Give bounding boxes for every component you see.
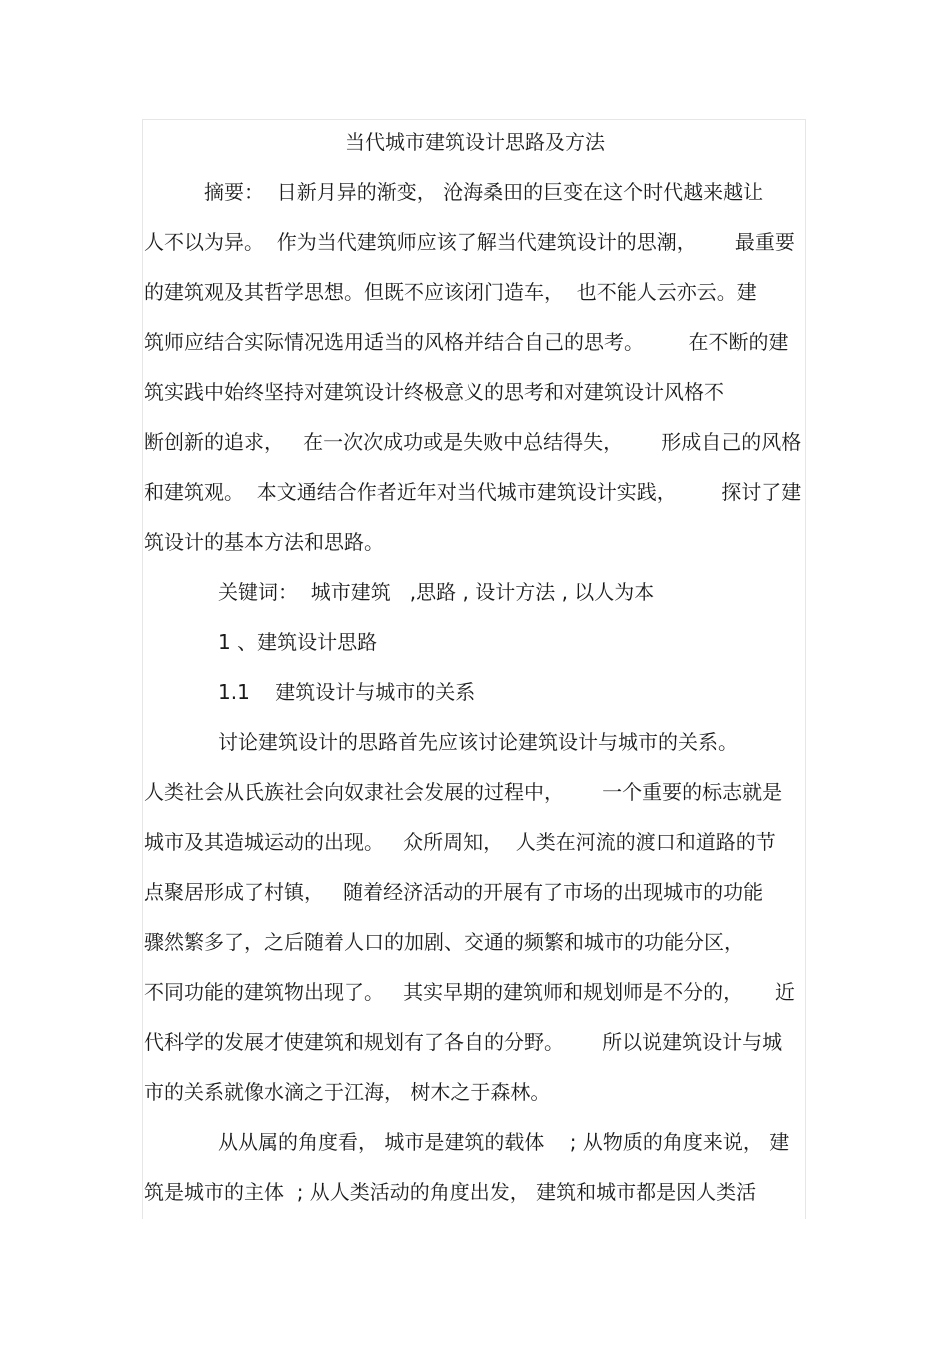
abstract-line: 筑实践中始终坚持对建筑设计终极意义的思考和对建筑设计风格不 [144, 380, 724, 404]
keywords: 关键词： 城市建筑 ,思路 , 设计方法 , 以人为本 [218, 580, 655, 604]
abstract-line: 断创新的追求， 在一次次成功或是失败中总结得失， 形成自己的风格 [144, 430, 802, 454]
paragraph-line: 讨论建筑设计的思路首先应该讨论建筑设计与城市的关系。 [218, 730, 738, 754]
abstract-line: 人不以为异。 作为当代建筑师应该了解当代建筑设计的思潮， 最重要 [144, 230, 795, 254]
paragraph-line: 代科学的发展才使建筑和规划有了各自的分野。 所以说建筑设计与城 [144, 1030, 783, 1054]
abstract-line: 筑师应结合实际情况选用适当的风格并结合自己的思考。 在不断的建 [144, 330, 789, 354]
section-heading: 1 、建筑设计思路 [218, 630, 378, 654]
paragraph-line: 筑是城市的主体 ; 从人类活动的角度出发， 建筑和城市都是因人类活 [144, 1180, 757, 1204]
document-title: 当代城市建筑设计思路及方法 [345, 130, 605, 154]
paragraph-line: 市的关系就像水滴之于江海， 树木之于森林。 [144, 1080, 551, 1104]
subsection-heading: 1.1 建筑设计与城市的关系 [218, 680, 476, 704]
paragraph-line: 点聚居形成了村镇， 随着经济活动的开展有了市场的出现城市的功能 [144, 880, 764, 904]
abstract-line: 和建筑观。 本文通结合作者近年对当代城市建筑设计实践， 探讨了建 [144, 480, 802, 504]
paragraph-line: 人类社会从氏族社会向奴隶社会发展的过程中， 一个重要的标志就是 [144, 780, 783, 804]
paragraph-line: 城市及其造城运动的出现。 众所周知， 人类在河流的渡口和道路的节 [144, 830, 776, 854]
abstract-line: 筑设计的基本方法和思路。 [144, 530, 384, 554]
abstract-line: 摘要： 日新月异的渐变， 沧海桑田的巨变在这个时代越来越让 [204, 180, 764, 204]
abstract-line: 的建筑观及其哲学思想。但既不应该闭门造车， 也不能人云亦云。建 [144, 280, 757, 304]
paragraph-line: 骤然繁多了，之后随着人口的加剧、交通的频繁和城市的功能分区， [144, 930, 744, 954]
paragraph-line: 从从属的角度看， 城市是建筑的载体 ; 从物质的角度来说， 建 [218, 1130, 790, 1154]
paragraph-line: 不同功能的建筑物出现了。 其实早期的建筑师和规划师是不分的， 近 [144, 980, 795, 1004]
